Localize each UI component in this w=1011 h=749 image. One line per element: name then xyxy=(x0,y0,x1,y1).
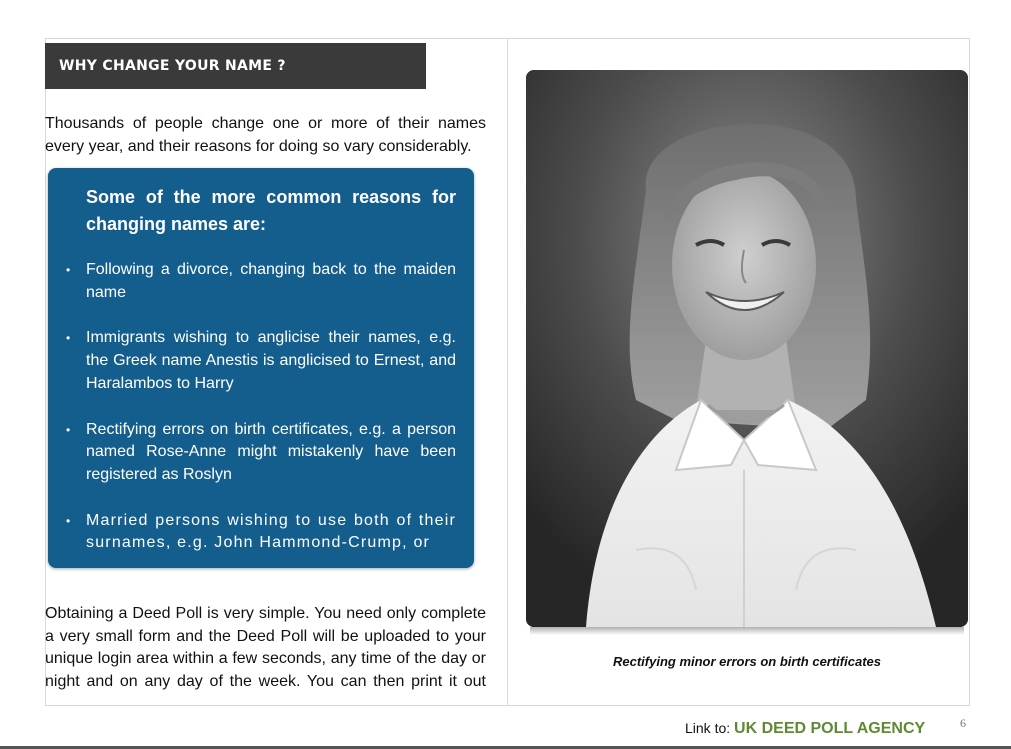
photo-caption: Rectifying minor errors on birth certificates xyxy=(612,654,881,669)
reason-text: Immigrants wishing to anglicise their names, e.g. the Greek name Anestis is anglicised to Ernest, and Haralambos to Harry xyxy=(86,329,456,392)
list-item xyxy=(48,259,456,304)
body-paragraph: Obtaining a Deed Poll is very simple. You need only complete a very small form and the Deed Poll will be uploaded to your unique login area within a few seconds, any time of the day or night and on any day of the week. You can then print it out xyxy=(45,605,486,691)
reason-text: Married persons wishing to use both of their surnames, e.g. John Hammond-Crump, or xyxy=(86,511,456,552)
column-divider xyxy=(507,38,508,706)
section-heading: WHY CHANGE YOUR NAME ? xyxy=(45,43,426,89)
list-item xyxy=(48,327,456,395)
reasons-box[interactable] xyxy=(48,168,474,568)
intro-paragraph: Thousands of people change one or more of their names every year, and their reasons for doing so vary considerably. xyxy=(45,115,486,155)
list-item xyxy=(48,419,456,487)
bullet-icon: • xyxy=(66,263,71,277)
bullet-icon: • xyxy=(66,513,72,528)
footer-link-prefix: Link to: xyxy=(685,720,735,736)
portrait-photo xyxy=(526,70,968,627)
reasons-title: Some of the more common reasons for changing names are: xyxy=(86,187,456,234)
portrait-illustration xyxy=(526,70,968,627)
footer-link[interactable] xyxy=(685,720,925,738)
photo-shadow xyxy=(530,627,964,635)
page-number: 6 xyxy=(960,716,966,730)
reasons-list xyxy=(48,259,474,568)
bullet-icon: • xyxy=(66,331,71,346)
list-item xyxy=(48,510,456,555)
reason-text: Following a divorce, changing back to the maiden name xyxy=(86,261,456,301)
bullet-icon: • xyxy=(66,422,71,437)
reason-text: Rectifying errors on birth certificates, e.g. a person named Rose-Anne might mistakenly have been registered as Roslyn xyxy=(86,420,456,483)
agency-link[interactable]: UK DEED POLL AGENCY xyxy=(734,720,926,737)
